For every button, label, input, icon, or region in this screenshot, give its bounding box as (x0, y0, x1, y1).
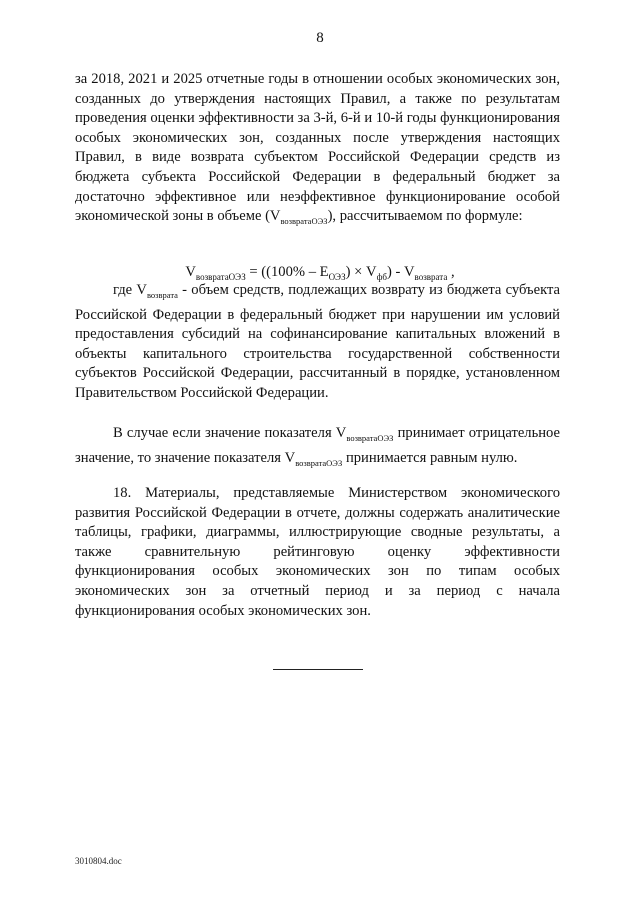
closing-rule (273, 669, 363, 670)
formula-times: ) × V (345, 264, 377, 280)
paragraph-text-end: ), рассчитываемом по формуле: (327, 208, 523, 225)
paragraph-continuation (75, 70, 560, 232)
negative-lead: В случае если значение показателя V (113, 425, 347, 441)
formula-v: V (185, 264, 196, 280)
formula-end: , (447, 264, 455, 280)
definition-lead: где V (113, 282, 147, 298)
paragraph-text: 18. Материалы, представляемые Министерством экономического развития Российской Федерации в отчете, должны содержать аналитические таблицы, графики, диаграммы, иллюстрирующие сводные результаты, а также сравнительную рейтинговую оценку эффективности функционирования особых экономических зон по типам особых экономических зон за отчетный период и за период с начала функционирования особых экономических зон. (75, 485, 560, 619)
paragraph-text (75, 424, 560, 473)
paragraph-text-main: за 2018, 2021 и 2025 отчетные годы в отношении особых экономических зон, созданных до утверждения настоящих Правил, а также по результатам проведения оценки эффективности за 3-й, 6-й и 10-й годы функционирования особых экономических зон, созданных после утверждения настоящих Правил, в виде возврата субъектом Российской Федерации средств из бюджета субъекта Российской Федерации в федеральный бюджет за достаточно эффективное или неэффективное функционирование особой экономической зоны в объеме (V (75, 71, 561, 225)
paragraph-definition (75, 281, 560, 403)
page-number: 8 (316, 30, 324, 46)
formula-sub-fb: фб (376, 271, 387, 282)
paragraph-18 (75, 484, 560, 621)
paragraph-text (75, 70, 560, 232)
paragraph-negative-case (75, 424, 560, 473)
formula-sub-vozvrata-oez: возвратаОЭЗ (195, 271, 246, 282)
formula-sub-oez: ОЭЗ (328, 271, 346, 282)
negative-end: принимается равным нулю. (342, 449, 518, 466)
definition-rest: - объем средств, подлежащих возврату из бюджета субъекта Российской Федерации в федеральный бюджет при нарушении им условий предоставления субсидий на софинансирование капитальных вложений в объекты капитального строительства государственной собственности субъектов Российской Федерации, рассчитанный в порядке, установленном Правительством Российской Федерации. (75, 282, 560, 401)
formula-minus: ) - V (386, 264, 415, 280)
subscript: возвратаОЭЗ (295, 457, 343, 468)
paragraph-text (75, 281, 560, 403)
subscript: возврата (146, 289, 178, 300)
formula-sub-vozvrata: возврата (414, 271, 448, 282)
subscript: возвратаОЭЗ (280, 216, 328, 227)
subscript: возвратаОЭЗ (346, 432, 394, 443)
footer-filename: 3010804.doc (75, 856, 122, 866)
formula-eq: = ((100% – E (245, 264, 329, 280)
negative-mid: принимает отрицательное значение, то значение показателя V (75, 425, 560, 466)
